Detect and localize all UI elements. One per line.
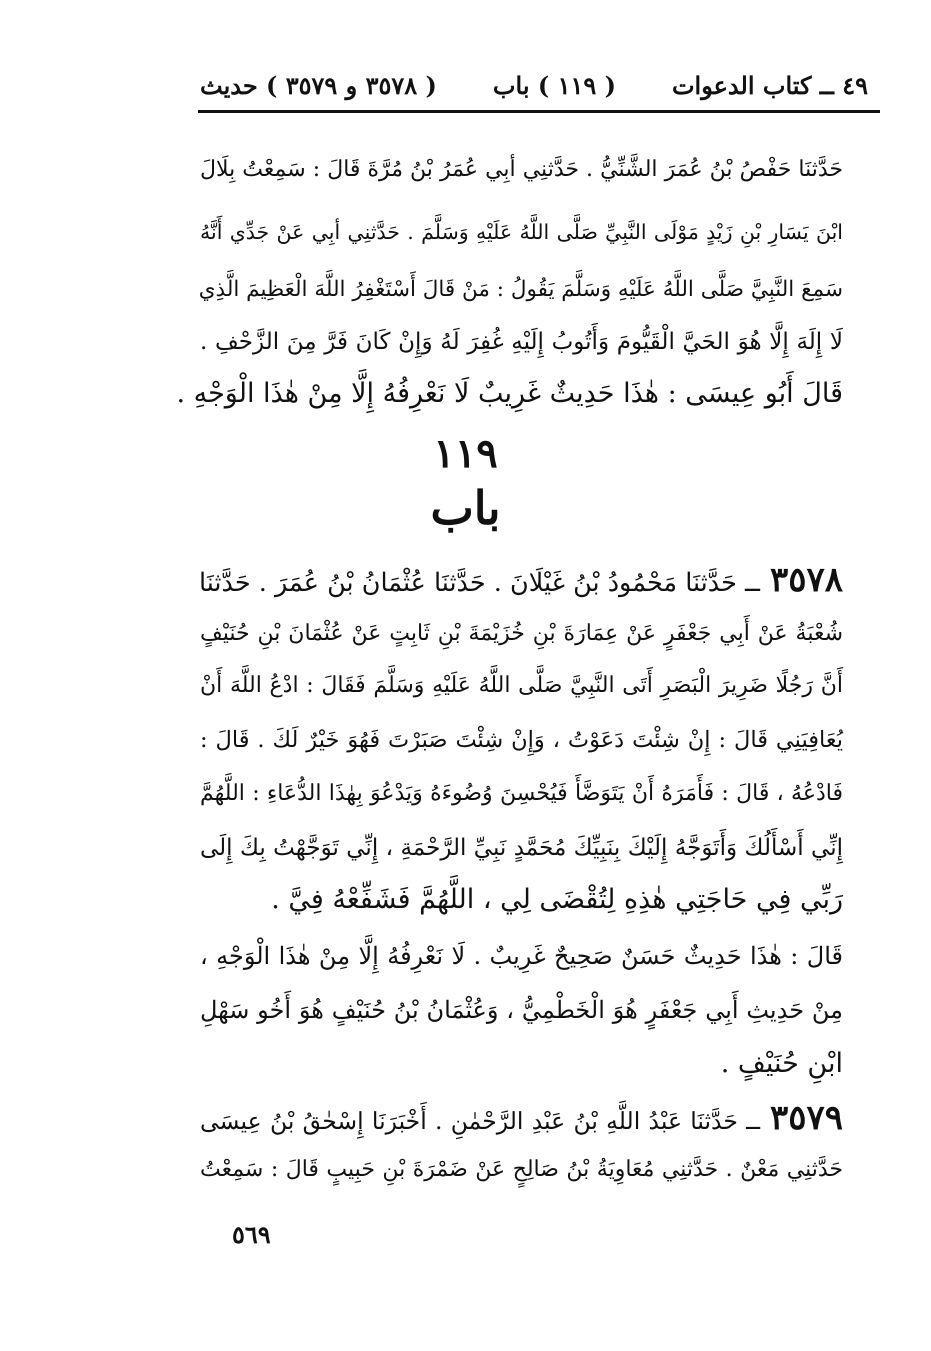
header-rule	[198, 110, 880, 113]
text-line: فَادْعُهُ ، قَالَ : فَأَمَرَهُ أَنْ يَتَوَضَّأَ فَيُحْسِنَ وُضُوءَهُ وَيَدْعُوَ بِهٰذَا الدُّعَاءِ : اللَّهُمَّ	[200, 781, 843, 806]
text-line: حَدَّثنَا حَفْصُ بْنُ عُمَرَ الشَّنِّيُّ . حَدَّثنِي أبِي عُمَرُ بْنُ مُرَّةَ قَالَ : سَمِعْتُ بِلَالَ	[200, 157, 843, 182]
header-bab: ( ١١٩ ) باب	[492, 70, 616, 100]
text-line: رَبِّي فِي حَاجَتِي هٰذِهِ لِتُقْضَى لِي ، اللَّهُمَّ فَشَفِّعْهُ فِيَّ .	[271, 884, 843, 915]
comment-line: ابْنِ حُنَيْفٍ .	[720, 1048, 843, 1079]
text-line: شُعْبَةُ عَنْ أَبِي جَعْفَرٍ عَنْ عِمَارَةَ بْنِ خُزَيْمَةَ بْنِ ثَابِتٍ عَنْ عُثْمَانَ بْنِ حُنَيْفٍ	[200, 621, 843, 646]
hadith-number: ٣٥٧٩	[769, 1098, 843, 1138]
text-line: إِنِّي أَسْأَلُكَ وَأَتَوَجَّهُ إِلَيْكَ بِنَبِيِّكَ مُحَمَّدٍ نَبِيِّ الرَّحْمَةِ ، إِنِّي تَوَجَّهْتُ بِكَ إِلَى	[200, 835, 843, 861]
text-line: ابْنَ يَسَارِ بْنِ زَيْدٍ مَوْلَى النَّبِيِّ صَلَّى اللَّهُ عَلَيْهِ وَسَلَّمَ . حَدَّثنِي أبِي عَنْ جَدِّي أَنَّهُ	[200, 220, 843, 244]
section-title: باب	[430, 481, 501, 535]
header-hadith-range: ( ٣٥٧٨ و ٣٥٧٩ ) حديث	[200, 70, 437, 100]
text-line: يُعَافِيَنِي قَالَ : إِنْ شِئْتَ دَعَوْتُ ، وَإِنْ شِئْتَ صَبَرْتَ فَهُوَ خَيْرٌ لَكَ . قَالَ :	[200, 727, 843, 753]
running-header	[200, 62, 868, 108]
hadith-first-line	[200, 556, 843, 608]
hadith-text: ــ حَدَّثنَا مَحْمُودُ بْنُ غَيْلَانَ . حَدَّثنَا عُثْمَانُ بْنُ عُمَرَ . حَدَّثنَا	[198, 568, 760, 598]
text-line: لَا إِلَهَ إِلَّا هُوَ الحَيَّ الْقَيُّومَ وَأَتُوبُ إِلَيْهِ غُفِرَ لَهُ وَإِنْ كَانَ فَرَّ مِنَ الزَّحْفِ .	[200, 329, 843, 355]
text-line: أَنَّ رَجُلًا ضَرِيرَ الْبَصَرِ أَتَى النَّبِيَّ صَلَّى اللَّهُ عَلَيْهِ وَسَلَّمَ فَقَالَ : ادْعُ اللَّهَ أَنْ	[200, 673, 843, 698]
comment-line: مِنْ حَدِيثِ أَبِي جَعْفَرٍ هُوَ الْخَطْمِيُّ ، وَعُثْمَانُ بْنُ حُنَيْفٍ هُوَ أَخُو سَهْلِ	[200, 996, 843, 1024]
text-line: سَمِعَ النَّبِيَّ صَلَّى اللَّهُ عَلَيْهِ وَسَلَّمَ يَقُولُ : مَنْ قَالَ أَسْتَغْفِرُ اللَّهَ الْعَظِيمَ الَّذِي	[198, 277, 843, 302]
comment-line: قَالَ : هٰذَا حَدِيثٌ حَسَنٌ صَحِيحٌ غَرِيبٌ . لَا نَعْرِفُهُ إِلَّا مِنْ هٰذَا الْوَجْهِ ،	[200, 942, 843, 970]
hadith-number: ٣٥٧٨	[769, 560, 843, 600]
hadith-first-line	[200, 1094, 843, 1146]
page-number: ٥٦٩	[232, 1220, 271, 1249]
section-number: ١١٩	[433, 430, 498, 477]
comment-line: قَالَ أَبُو عِيسَى : هٰذَا حَدِيثٌ غَرِيبٌ لَا نَعْرِفُهُ إِلَّا مِنْ هٰذَا الْوَجْهِ .	[176, 378, 843, 409]
hadith-text: ــ حَدَّثنَا عَبْدُ اللَّهِ بْنُ عَبْدِ الرَّحْمٰنِ . أَخْبَرَنَا إِسْحٰقُ بْنُ عِيسَى	[200, 1107, 760, 1135]
header-chapter: ٤٩ ــ كتاب الدعوات	[671, 70, 868, 100]
text-line: حَدَّثنِي مَعْنٌ . حَدَّثنِي مُعَاوِيَةُ بْنُ صَالِحٍ عَنْ ضَمْرَةَ بْنِ حَبِيبٍ قَالَ : سَمِعْتُ	[200, 1157, 843, 1182]
